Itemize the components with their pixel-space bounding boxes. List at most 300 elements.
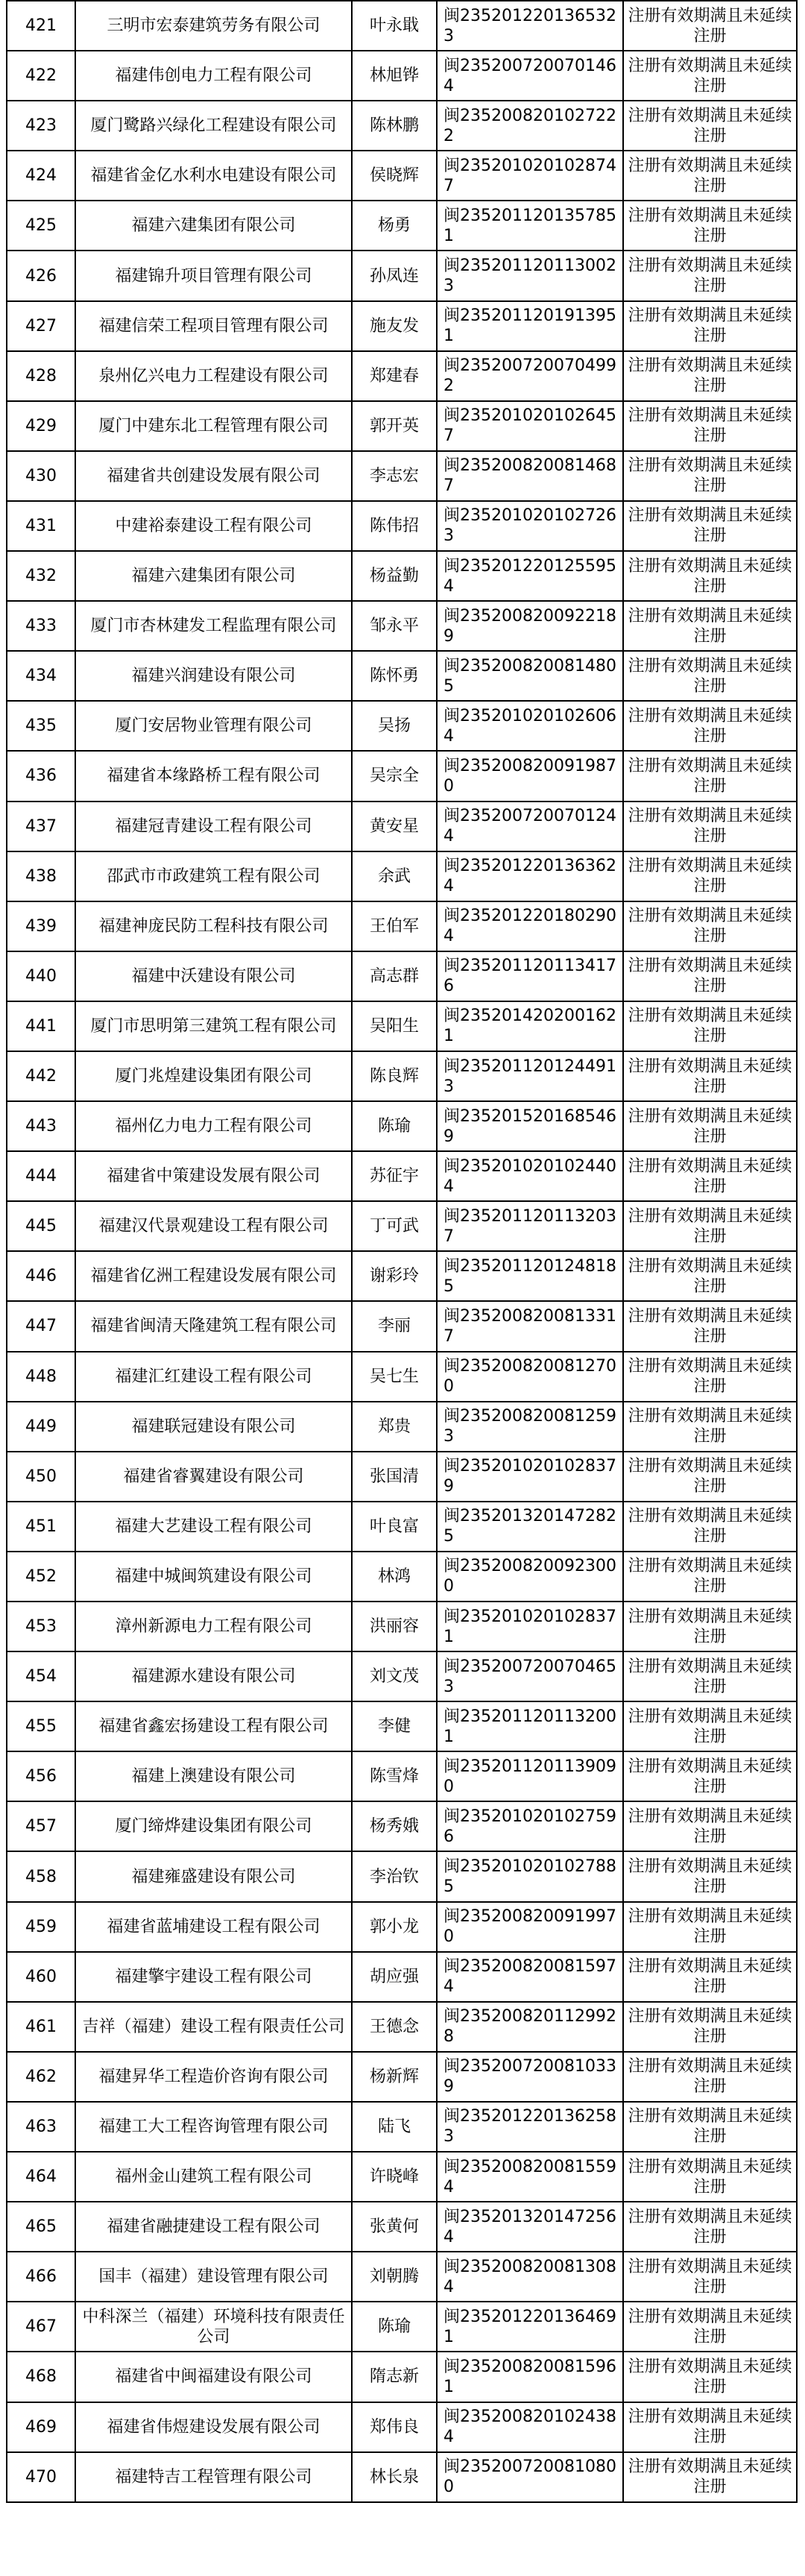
certificate-number-cell: 闽2352008200812700 [437, 1352, 623, 1402]
certificate-number-cell: 闽2352008200813317 [437, 1301, 623, 1351]
row-number-cell: 465 [7, 2202, 75, 2252]
registration-status-cell: 注册有效期满且未延续注册 [623, 551, 797, 601]
person-name-cell: 叶永戢 [352, 1, 437, 51]
company-name-cell: 福建六建集团有限公司 [75, 201, 352, 251]
registration-status-cell: 注册有效期满且未延续注册 [623, 1602, 797, 1651]
row-number-cell: 436 [7, 751, 75, 801]
company-name-cell: 福建擎宇建设工程有限公司 [75, 1952, 352, 2002]
certificate-number-cell: 闽2352010201028371 [437, 1602, 623, 1651]
table-row [7, 1751, 797, 1801]
table-row [7, 451, 797, 501]
person-name-cell: 林鸿 [352, 1552, 437, 1602]
table-row [7, 2002, 797, 2052]
row-number-cell: 440 [7, 951, 75, 1001]
certificate-number-cell: 闽2352010201028747 [437, 151, 623, 201]
row-number-cell: 437 [7, 802, 75, 851]
certificate-number-cell: 闽2352013201472564 [437, 2202, 623, 2252]
registration-status-cell: 注册有效期满且未延续注册 [623, 1552, 797, 1602]
table-row [7, 951, 797, 1001]
company-name-cell: 福建省中闽福建设有限公司 [75, 2352, 352, 2402]
company-name-cell: 福建省融捷建设工程有限公司 [75, 2202, 352, 2252]
certificate-number-cell: 闽2352008200919870 [437, 751, 623, 801]
company-name-cell: 泉州亿兴电力工程建设有限公司 [75, 351, 352, 401]
row-number-cell: 469 [7, 2402, 75, 2452]
company-name-cell: 中科深兰（福建）环境科技有限责任公司 [75, 2302, 352, 2352]
person-name-cell: 刘朝腾 [352, 2252, 437, 2302]
row-number-cell: 450 [7, 1452, 75, 1502]
certificate-number-cell: 闽2352008200814805 [437, 651, 623, 701]
certificate-number-cell: 闽2352010201027885 [437, 1851, 623, 1901]
table-row [7, 1701, 797, 1751]
certificate-number-cell: 闽2352014202001621 [437, 1001, 623, 1051]
certificate-number-cell: 闽2352008200923000 [437, 1552, 623, 1602]
registration-status-cell: 注册有效期满且未延续注册 [623, 851, 797, 901]
person-name-cell: 隋志新 [352, 2352, 437, 2402]
registration-status-cell: 注册有效期满且未延续注册 [623, 1301, 797, 1351]
registration-status-cell: 注册有效期满且未延续注册 [623, 351, 797, 401]
table-row [7, 701, 797, 751]
registration-status-cell: 注册有效期满且未延续注册 [623, 101, 797, 151]
certificate-number-cell: 闽2352007200701464 [437, 51, 623, 101]
company-name-cell: 厦门市思明第三建筑工程有限公司 [75, 1001, 352, 1051]
person-name-cell: 刘文茂 [352, 1651, 437, 1701]
company-name-cell: 厦门安居物业管理有限公司 [75, 701, 352, 751]
person-name-cell: 陈瑜 [352, 1101, 437, 1151]
person-name-cell: 林旭铧 [352, 51, 437, 101]
certificate-number-cell: 闽2352008201129928 [437, 2002, 623, 2052]
person-name-cell: 陆飞 [352, 2102, 437, 2152]
row-number-cell: 435 [7, 701, 75, 751]
row-number-cell: 423 [7, 101, 75, 151]
registration-status-cell: 注册有效期满且未延续注册 [623, 2202, 797, 2252]
registration-status-cell: 注册有效期满且未延续注册 [623, 251, 797, 300]
certificate-number-cell: 闽2352008200815974 [437, 1952, 623, 2002]
certificate-number-cell: 闽2352008201024384 [437, 2402, 623, 2452]
company-name-cell: 厦门市杏林建发工程监理有限公司 [75, 601, 352, 651]
row-number-cell: 447 [7, 1301, 75, 1351]
person-name-cell: 叶良富 [352, 1502, 437, 1552]
table-row [7, 1301, 797, 1351]
registration-table [6, 0, 798, 2503]
person-name-cell: 王德念 [352, 2002, 437, 2052]
person-name-cell: 王伯军 [352, 901, 437, 951]
company-name-cell: 福建冠青建设工程有限公司 [75, 802, 352, 851]
row-number-cell: 455 [7, 1701, 75, 1751]
table-row [7, 1001, 797, 1051]
row-number-cell: 442 [7, 1051, 75, 1101]
certificate-number-cell: 闽2352010201026064 [437, 701, 623, 751]
person-name-cell: 林长泉 [352, 2452, 437, 2502]
table-row [7, 2202, 797, 2252]
registration-status-cell: 注册有效期满且未延续注册 [623, 1001, 797, 1051]
table-row [7, 1051, 797, 1101]
company-name-cell: 吉祥（福建）建设工程有限责任公司 [75, 2002, 352, 2052]
company-name-cell: 福建省蓝埔建设工程有限公司 [75, 1902, 352, 1952]
certificate-number-cell: 闽2352008200815961 [437, 2352, 623, 2402]
row-number-cell: 459 [7, 1902, 75, 1952]
certificate-number-cell: 闽2352007200701244 [437, 802, 623, 851]
table-row [7, 2402, 797, 2452]
row-number-cell: 456 [7, 1751, 75, 1801]
registration-status-cell: 注册有效期满且未延续注册 [623, 51, 797, 101]
registration-table-body [7, 1, 797, 2502]
table-row [7, 1801, 797, 1851]
certificate-number-cell: 闽2352007200810339 [437, 2052, 623, 2102]
row-number-cell: 422 [7, 51, 75, 101]
row-number-cell: 448 [7, 1352, 75, 1402]
registration-status-cell: 注册有效期满且未延续注册 [623, 1352, 797, 1402]
company-name-cell: 福建六建集团有限公司 [75, 551, 352, 601]
person-name-cell: 张黄何 [352, 2202, 437, 2252]
company-name-cell: 厦门缔烨建设集团有限公司 [75, 1801, 352, 1851]
certificate-number-cell: 闽2352010201027263 [437, 501, 623, 551]
company-name-cell: 福建伟创电力工程有限公司 [75, 51, 352, 101]
person-name-cell: 杨新辉 [352, 2052, 437, 2102]
person-name-cell: 余武 [352, 851, 437, 901]
registration-status-cell: 注册有效期满且未延续注册 [623, 1201, 797, 1251]
company-name-cell: 福建省亿洲工程建设发展有限公司 [75, 1251, 352, 1301]
certificate-number-cell: 闽2352008200813084 [437, 2252, 623, 2302]
row-number-cell: 466 [7, 2252, 75, 2302]
certificate-number-cell: 闽2352013201472825 [437, 1502, 623, 1552]
row-number-cell: 424 [7, 151, 75, 201]
row-number-cell: 434 [7, 651, 75, 701]
table-row [7, 401, 797, 451]
registration-status-cell: 注册有效期满且未延续注册 [623, 1851, 797, 1901]
table-row [7, 802, 797, 851]
table-row [7, 1851, 797, 1901]
certificate-number-cell: 闽2352010201027596 [437, 1801, 623, 1851]
table-row [7, 351, 797, 401]
company-name-cell: 厦门兆煌建设集团有限公司 [75, 1051, 352, 1101]
person-name-cell: 侯晓辉 [352, 151, 437, 201]
registration-status-cell: 注册有效期满且未延续注册 [623, 401, 797, 451]
certificate-number-cell: 闽2352011201248185 [437, 1251, 623, 1301]
company-name-cell: 福建上澳建设有限公司 [75, 1751, 352, 1801]
row-number-cell: 451 [7, 1502, 75, 1552]
registration-status-cell: 注册有效期满且未延续注册 [623, 2452, 797, 2502]
person-name-cell: 吴宗全 [352, 751, 437, 801]
company-name-cell: 福建省共创建设发展有限公司 [75, 451, 352, 501]
certificate-number-cell: 闽2352008200815594 [437, 2152, 623, 2202]
row-number-cell: 439 [7, 901, 75, 951]
registration-status-cell: 注册有效期满且未延续注册 [623, 1402, 797, 1452]
registration-status-cell: 注册有效期满且未延续注册 [623, 751, 797, 801]
person-name-cell: 吴七生 [352, 1352, 437, 1402]
table-row [7, 1952, 797, 2002]
table-row [7, 1151, 797, 1201]
table-row [7, 1651, 797, 1701]
row-number-cell: 461 [7, 2002, 75, 2052]
row-number-cell: 431 [7, 501, 75, 551]
table-row [7, 1101, 797, 1151]
table-row [7, 2102, 797, 2152]
row-number-cell: 446 [7, 1251, 75, 1301]
table-row [7, 2352, 797, 2402]
company-name-cell: 福建特吉工程管理有限公司 [75, 2452, 352, 2502]
company-name-cell: 福建源水建设有限公司 [75, 1651, 352, 1701]
table-row [7, 2252, 797, 2302]
row-number-cell: 467 [7, 2302, 75, 2352]
registration-status-cell: 注册有效期满且未延续注册 [623, 2102, 797, 2152]
person-name-cell: 杨勇 [352, 201, 437, 251]
registration-status-cell: 注册有效期满且未延续注册 [623, 701, 797, 751]
person-name-cell: 李治钦 [352, 1851, 437, 1901]
certificate-number-cell: 闽2352011201132001 [437, 1701, 623, 1751]
person-name-cell: 杨益勤 [352, 551, 437, 601]
registration-status-cell: 注册有效期满且未延续注册 [623, 1701, 797, 1751]
person-name-cell: 高志群 [352, 951, 437, 1001]
company-name-cell: 福建联冠建设有限公司 [75, 1402, 352, 1452]
registration-status-cell: 注册有效期满且未延续注册 [623, 1751, 797, 1801]
row-number-cell: 430 [7, 451, 75, 501]
row-number-cell: 454 [7, 1651, 75, 1701]
registration-status-cell: 注册有效期满且未延续注册 [623, 151, 797, 201]
row-number-cell: 453 [7, 1602, 75, 1651]
row-number-cell: 428 [7, 351, 75, 401]
table-row [7, 1, 797, 51]
table-row [7, 1602, 797, 1651]
person-name-cell: 郭开英 [352, 401, 437, 451]
certificate-number-cell: 闽2352015201685469 [437, 1101, 623, 1151]
person-name-cell: 郑伟良 [352, 2402, 437, 2452]
row-number-cell: 429 [7, 401, 75, 451]
registration-status-cell: 注册有效期满且未延续注册 [623, 1452, 797, 1502]
table-row [7, 2052, 797, 2102]
registration-status-cell: 注册有效期满且未延续注册 [623, 2302, 797, 2352]
company-name-cell: 国丰（福建）建设管理有限公司 [75, 2252, 352, 2302]
company-name-cell: 福建中沃建设有限公司 [75, 951, 352, 1001]
table-row [7, 2452, 797, 2502]
row-number-cell: 463 [7, 2102, 75, 2152]
company-name-cell: 福建兴润建设有限公司 [75, 651, 352, 701]
registration-status-cell: 注册有效期满且未延续注册 [623, 1952, 797, 2002]
registration-status-cell: 注册有效期满且未延续注册 [623, 1801, 797, 1851]
table-row [7, 1352, 797, 1402]
certificate-number-cell: 闽2352012201364691 [437, 2302, 623, 2352]
person-name-cell: 施友发 [352, 301, 437, 351]
registration-status-cell: 注册有效期满且未延续注册 [623, 301, 797, 351]
registration-status-cell: 注册有效期满且未延续注册 [623, 501, 797, 551]
company-name-cell: 福建省中策建设发展有限公司 [75, 1151, 352, 1201]
registration-status-cell: 注册有效期满且未延续注册 [623, 1051, 797, 1101]
registration-status-cell: 注册有效期满且未延续注册 [623, 1, 797, 51]
company-name-cell: 厦门鹭路兴绿化工程建设有限公司 [75, 101, 352, 151]
table-row [7, 2302, 797, 2352]
table-row [7, 2152, 797, 2202]
certificate-number-cell: 闽2352012201362583 [437, 2102, 623, 2152]
row-number-cell: 470 [7, 2452, 75, 2502]
person-name-cell: 李丽 [352, 1301, 437, 1351]
company-name-cell: 福建省金亿水利水电建设有限公司 [75, 151, 352, 201]
company-name-cell: 福建汉代景观建设工程有限公司 [75, 1201, 352, 1251]
registration-status-cell: 注册有效期满且未延续注册 [623, 2002, 797, 2052]
person-name-cell: 孙凤连 [352, 251, 437, 300]
row-number-cell: 438 [7, 851, 75, 901]
person-name-cell: 许晓峰 [352, 2152, 437, 2202]
person-name-cell: 陈良辉 [352, 1051, 437, 1101]
person-name-cell: 郑贵 [352, 1402, 437, 1452]
person-name-cell: 陈怀勇 [352, 651, 437, 701]
company-name-cell: 福建省伟煜建设发展有限公司 [75, 2402, 352, 2452]
person-name-cell: 谢彩玲 [352, 1251, 437, 1301]
certificate-number-cell: 闽2352007200810800 [437, 2452, 623, 2502]
registration-status-cell: 注册有效期满且未延续注册 [623, 951, 797, 1001]
row-number-cell: 425 [7, 201, 75, 251]
company-name-cell: 福建省本缘路桥工程有限公司 [75, 751, 352, 801]
company-name-cell: 福建中城闽筑建设有限公司 [75, 1552, 352, 1602]
row-number-cell: 432 [7, 551, 75, 601]
company-name-cell: 福建省睿翼建设有限公司 [75, 1452, 352, 1502]
company-name-cell: 邵武市市政建筑工程有限公司 [75, 851, 352, 901]
person-name-cell: 陈林鹏 [352, 101, 437, 151]
registration-status-cell: 注册有效期满且未延续注册 [623, 2352, 797, 2402]
person-name-cell: 郭小龙 [352, 1902, 437, 1952]
table-row [7, 1552, 797, 1602]
person-name-cell: 胡应强 [352, 1952, 437, 2002]
row-number-cell: 462 [7, 2052, 75, 2102]
company-name-cell: 福建昇华工程造价咨询有限公司 [75, 2052, 352, 2102]
certificate-number-cell: 闽2352012201365323 [437, 1, 623, 51]
company-name-cell: 福建神庞民防工程科技有限公司 [75, 901, 352, 951]
row-number-cell: 445 [7, 1201, 75, 1251]
person-name-cell: 张国清 [352, 1452, 437, 1502]
table-row [7, 251, 797, 300]
registration-status-cell: 注册有效期满且未延续注册 [623, 2252, 797, 2302]
person-name-cell: 李健 [352, 1701, 437, 1751]
row-number-cell: 444 [7, 1151, 75, 1201]
row-number-cell: 443 [7, 1101, 75, 1151]
person-name-cell: 黄安星 [352, 802, 437, 851]
certificate-number-cell: 闽2352010201024404 [437, 1151, 623, 1201]
person-name-cell: 洪丽容 [352, 1602, 437, 1651]
certificate-number-cell: 闽2352008200922189 [437, 601, 623, 651]
table-row [7, 1402, 797, 1452]
company-name-cell: 福建锦升项目管理有限公司 [75, 251, 352, 300]
person-name-cell: 李志宏 [352, 451, 437, 501]
person-name-cell: 邹永平 [352, 601, 437, 651]
person-name-cell: 陈伟招 [352, 501, 437, 551]
registration-status-cell: 注册有效期满且未延续注册 [623, 1101, 797, 1151]
table-row [7, 551, 797, 601]
person-name-cell: 杨秀娥 [352, 1801, 437, 1851]
table-row [7, 751, 797, 801]
company-name-cell: 厦门中建东北工程管理有限公司 [75, 401, 352, 451]
certificate-number-cell: 闽2352007200704992 [437, 351, 623, 401]
table-row [7, 651, 797, 701]
row-number-cell: 426 [7, 251, 75, 300]
registration-status-cell: 注册有效期满且未延续注册 [623, 2402, 797, 2452]
table-row [7, 501, 797, 551]
certificate-number-cell: 闽2352012201255954 [437, 551, 623, 601]
certificate-number-cell: 闽2352008200919970 [437, 1902, 623, 1952]
registration-status-cell: 注册有效期满且未延续注册 [623, 2152, 797, 2202]
registration-status-cell: 注册有效期满且未延续注册 [623, 201, 797, 251]
table-row [7, 1502, 797, 1552]
company-name-cell: 福建工大工程咨询管理有限公司 [75, 2102, 352, 2152]
company-name-cell: 中建裕泰建设工程有限公司 [75, 501, 352, 551]
row-number-cell: 457 [7, 1801, 75, 1851]
table-row [7, 1201, 797, 1251]
registration-status-cell: 注册有效期满且未延续注册 [623, 901, 797, 951]
company-name-cell: 福建汇红建设工程有限公司 [75, 1352, 352, 1402]
certificate-number-cell: 闽2352008200812593 [437, 1402, 623, 1452]
person-name-cell: 吴阳生 [352, 1001, 437, 1051]
table-row [7, 51, 797, 101]
registration-status-cell: 注册有效期满且未延续注册 [623, 651, 797, 701]
row-number-cell: 421 [7, 1, 75, 51]
certificate-number-cell: 闽2352008201027222 [437, 101, 623, 151]
certificate-number-cell: 闽2352011201132037 [437, 1201, 623, 1251]
registration-status-cell: 注册有效期满且未延续注册 [623, 1651, 797, 1701]
row-number-cell: 464 [7, 2152, 75, 2202]
registration-status-cell: 注册有效期满且未延续注册 [623, 451, 797, 501]
table-row [7, 1251, 797, 1301]
row-number-cell: 452 [7, 1552, 75, 1602]
table-row [7, 851, 797, 901]
company-name-cell: 三明市宏泰建筑劳务有限公司 [75, 1, 352, 51]
person-name-cell: 苏征宇 [352, 1151, 437, 1201]
row-number-cell: 427 [7, 301, 75, 351]
registration-status-cell: 注册有效期满且未延续注册 [623, 1151, 797, 1201]
table-row [7, 601, 797, 651]
registration-status-cell: 注册有效期满且未延续注册 [623, 1251, 797, 1301]
certificate-number-cell: 闽2352008200814687 [437, 451, 623, 501]
person-name-cell: 陈雪烽 [352, 1751, 437, 1801]
company-name-cell: 福建雍盛建设有限公司 [75, 1851, 352, 1901]
person-name-cell: 郑建春 [352, 351, 437, 401]
company-name-cell: 福建省闽清天隆建筑工程有限公司 [75, 1301, 352, 1351]
company-name-cell: 漳州新源电力工程有限公司 [75, 1602, 352, 1651]
registration-status-cell: 注册有效期满且未延续注册 [623, 601, 797, 651]
certificate-number-cell: 闽2352011201913951 [437, 301, 623, 351]
certificate-number-cell: 闽2352011201139090 [437, 1751, 623, 1801]
company-name-cell: 福建信荣工程项目管理有限公司 [75, 301, 352, 351]
row-number-cell: 460 [7, 1952, 75, 2002]
row-number-cell: 441 [7, 1001, 75, 1051]
row-number-cell: 433 [7, 601, 75, 651]
table-row [7, 101, 797, 151]
person-name-cell: 丁可武 [352, 1201, 437, 1251]
table-row [7, 151, 797, 201]
certificate-number-cell: 闽2352011201130023 [437, 251, 623, 300]
certificate-number-cell: 闽2352010201026457 [437, 401, 623, 451]
table-row [7, 301, 797, 351]
row-number-cell: 449 [7, 1402, 75, 1452]
certificate-number-cell: 闽2352010201028379 [437, 1452, 623, 1502]
certificate-number-cell: 闽2352011201134176 [437, 951, 623, 1001]
certificate-number-cell: 闽2352011201357851 [437, 201, 623, 251]
company-name-cell: 福州亿力电力工程有限公司 [75, 1101, 352, 1151]
company-name-cell: 福建省鑫宏扬建设工程有限公司 [75, 1701, 352, 1751]
table-row [7, 201, 797, 251]
company-name-cell: 福州金山建筑工程有限公司 [75, 2152, 352, 2202]
person-name-cell: 吴扬 [352, 701, 437, 751]
row-number-cell: 468 [7, 2352, 75, 2402]
row-number-cell: 458 [7, 1851, 75, 1901]
certificate-number-cell: 闽2352012201802904 [437, 901, 623, 951]
table-row [7, 1452, 797, 1502]
company-name-cell: 福建大艺建设工程有限公司 [75, 1502, 352, 1552]
table-row [7, 901, 797, 951]
certificate-number-cell: 闽2352011201244913 [437, 1051, 623, 1101]
certificate-number-cell: 闽2352007200704653 [437, 1651, 623, 1701]
certificate-number-cell: 闽2352012201363624 [437, 851, 623, 901]
registration-status-cell: 注册有效期满且未延续注册 [623, 802, 797, 851]
registration-status-cell: 注册有效期满且未延续注册 [623, 2052, 797, 2102]
table-row [7, 1902, 797, 1952]
registration-status-cell: 注册有效期满且未延续注册 [623, 1902, 797, 1952]
